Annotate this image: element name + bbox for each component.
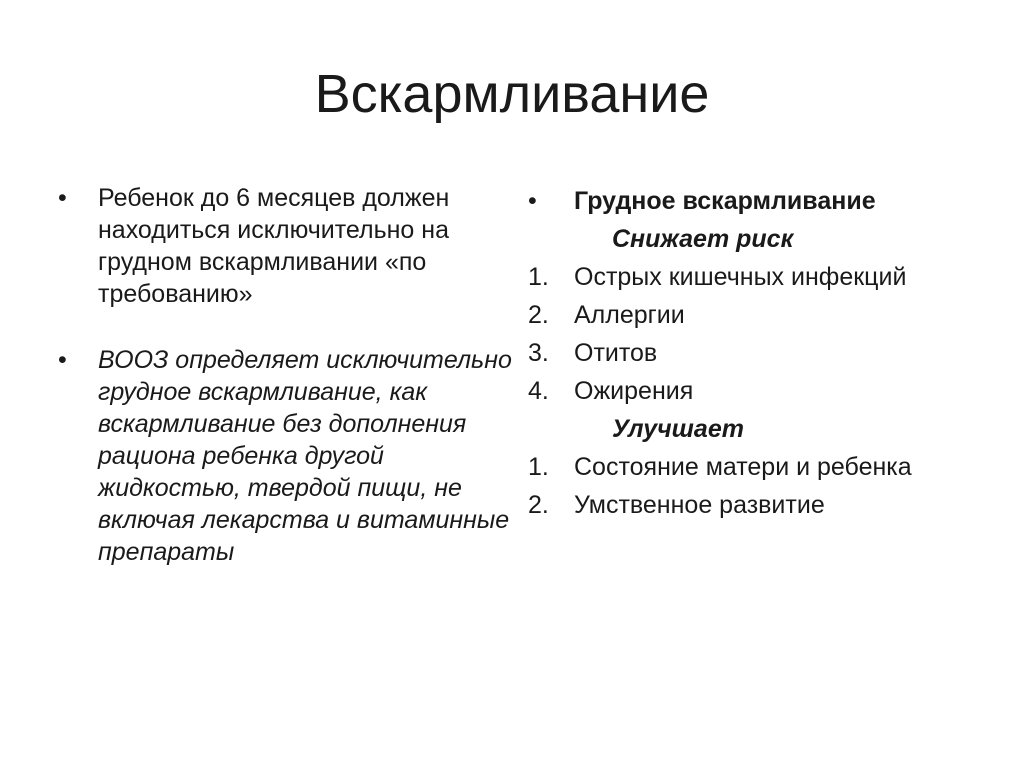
list-item-text: Острых кишечных инфекций [574, 263, 907, 291]
list-item-text: Ожирения [574, 377, 694, 405]
list-item-text: Состояние матери и ребенка [574, 453, 912, 481]
left-column [58, 182, 518, 568]
bullet-marker: • [58, 346, 67, 374]
right-heading-row [528, 182, 998, 220]
right-heading: Грудное вскармливание [574, 187, 876, 215]
section-title-reduces-risk: Снижает риск [612, 225, 794, 253]
list-number: 2. [528, 301, 549, 329]
section-title-improves: Улучшает [612, 415, 744, 443]
list-item-text: Умственное развитие [574, 491, 825, 519]
list-item-text: Аллергии [574, 301, 685, 329]
bullet-marker: • [528, 187, 537, 215]
list-item [528, 448, 998, 486]
left-bullet-2 [58, 344, 518, 568]
slide-title: Вскармливание [314, 64, 710, 124]
list-number: 3. [528, 339, 549, 367]
list-number: 4. [528, 377, 549, 405]
list-number: 2. [528, 491, 549, 519]
list-number: 1. [528, 453, 549, 481]
bullet-marker: • [58, 184, 67, 212]
left-bullet-1 [58, 182, 518, 310]
left-bullet-2-text: ВООЗ определяет исключительно грудное вскармливание, как вскармливание без дополнения рациона ребенка другой жидкостью, твердой пищи, не включая лекарства и витаминные препараты [98, 346, 512, 566]
left-bullet-1-text: Ребенок до 6 месяцев должен находиться исключительно на грудном вскармливании «по требованию» [98, 184, 450, 308]
list-item [528, 258, 998, 296]
list-number: 1. [528, 263, 549, 291]
right-column [528, 182, 998, 524]
list-item [528, 334, 998, 372]
list-item [528, 296, 998, 334]
list-item [528, 486, 998, 524]
list-item [528, 372, 998, 410]
list-item-text: Отитов [574, 339, 658, 367]
